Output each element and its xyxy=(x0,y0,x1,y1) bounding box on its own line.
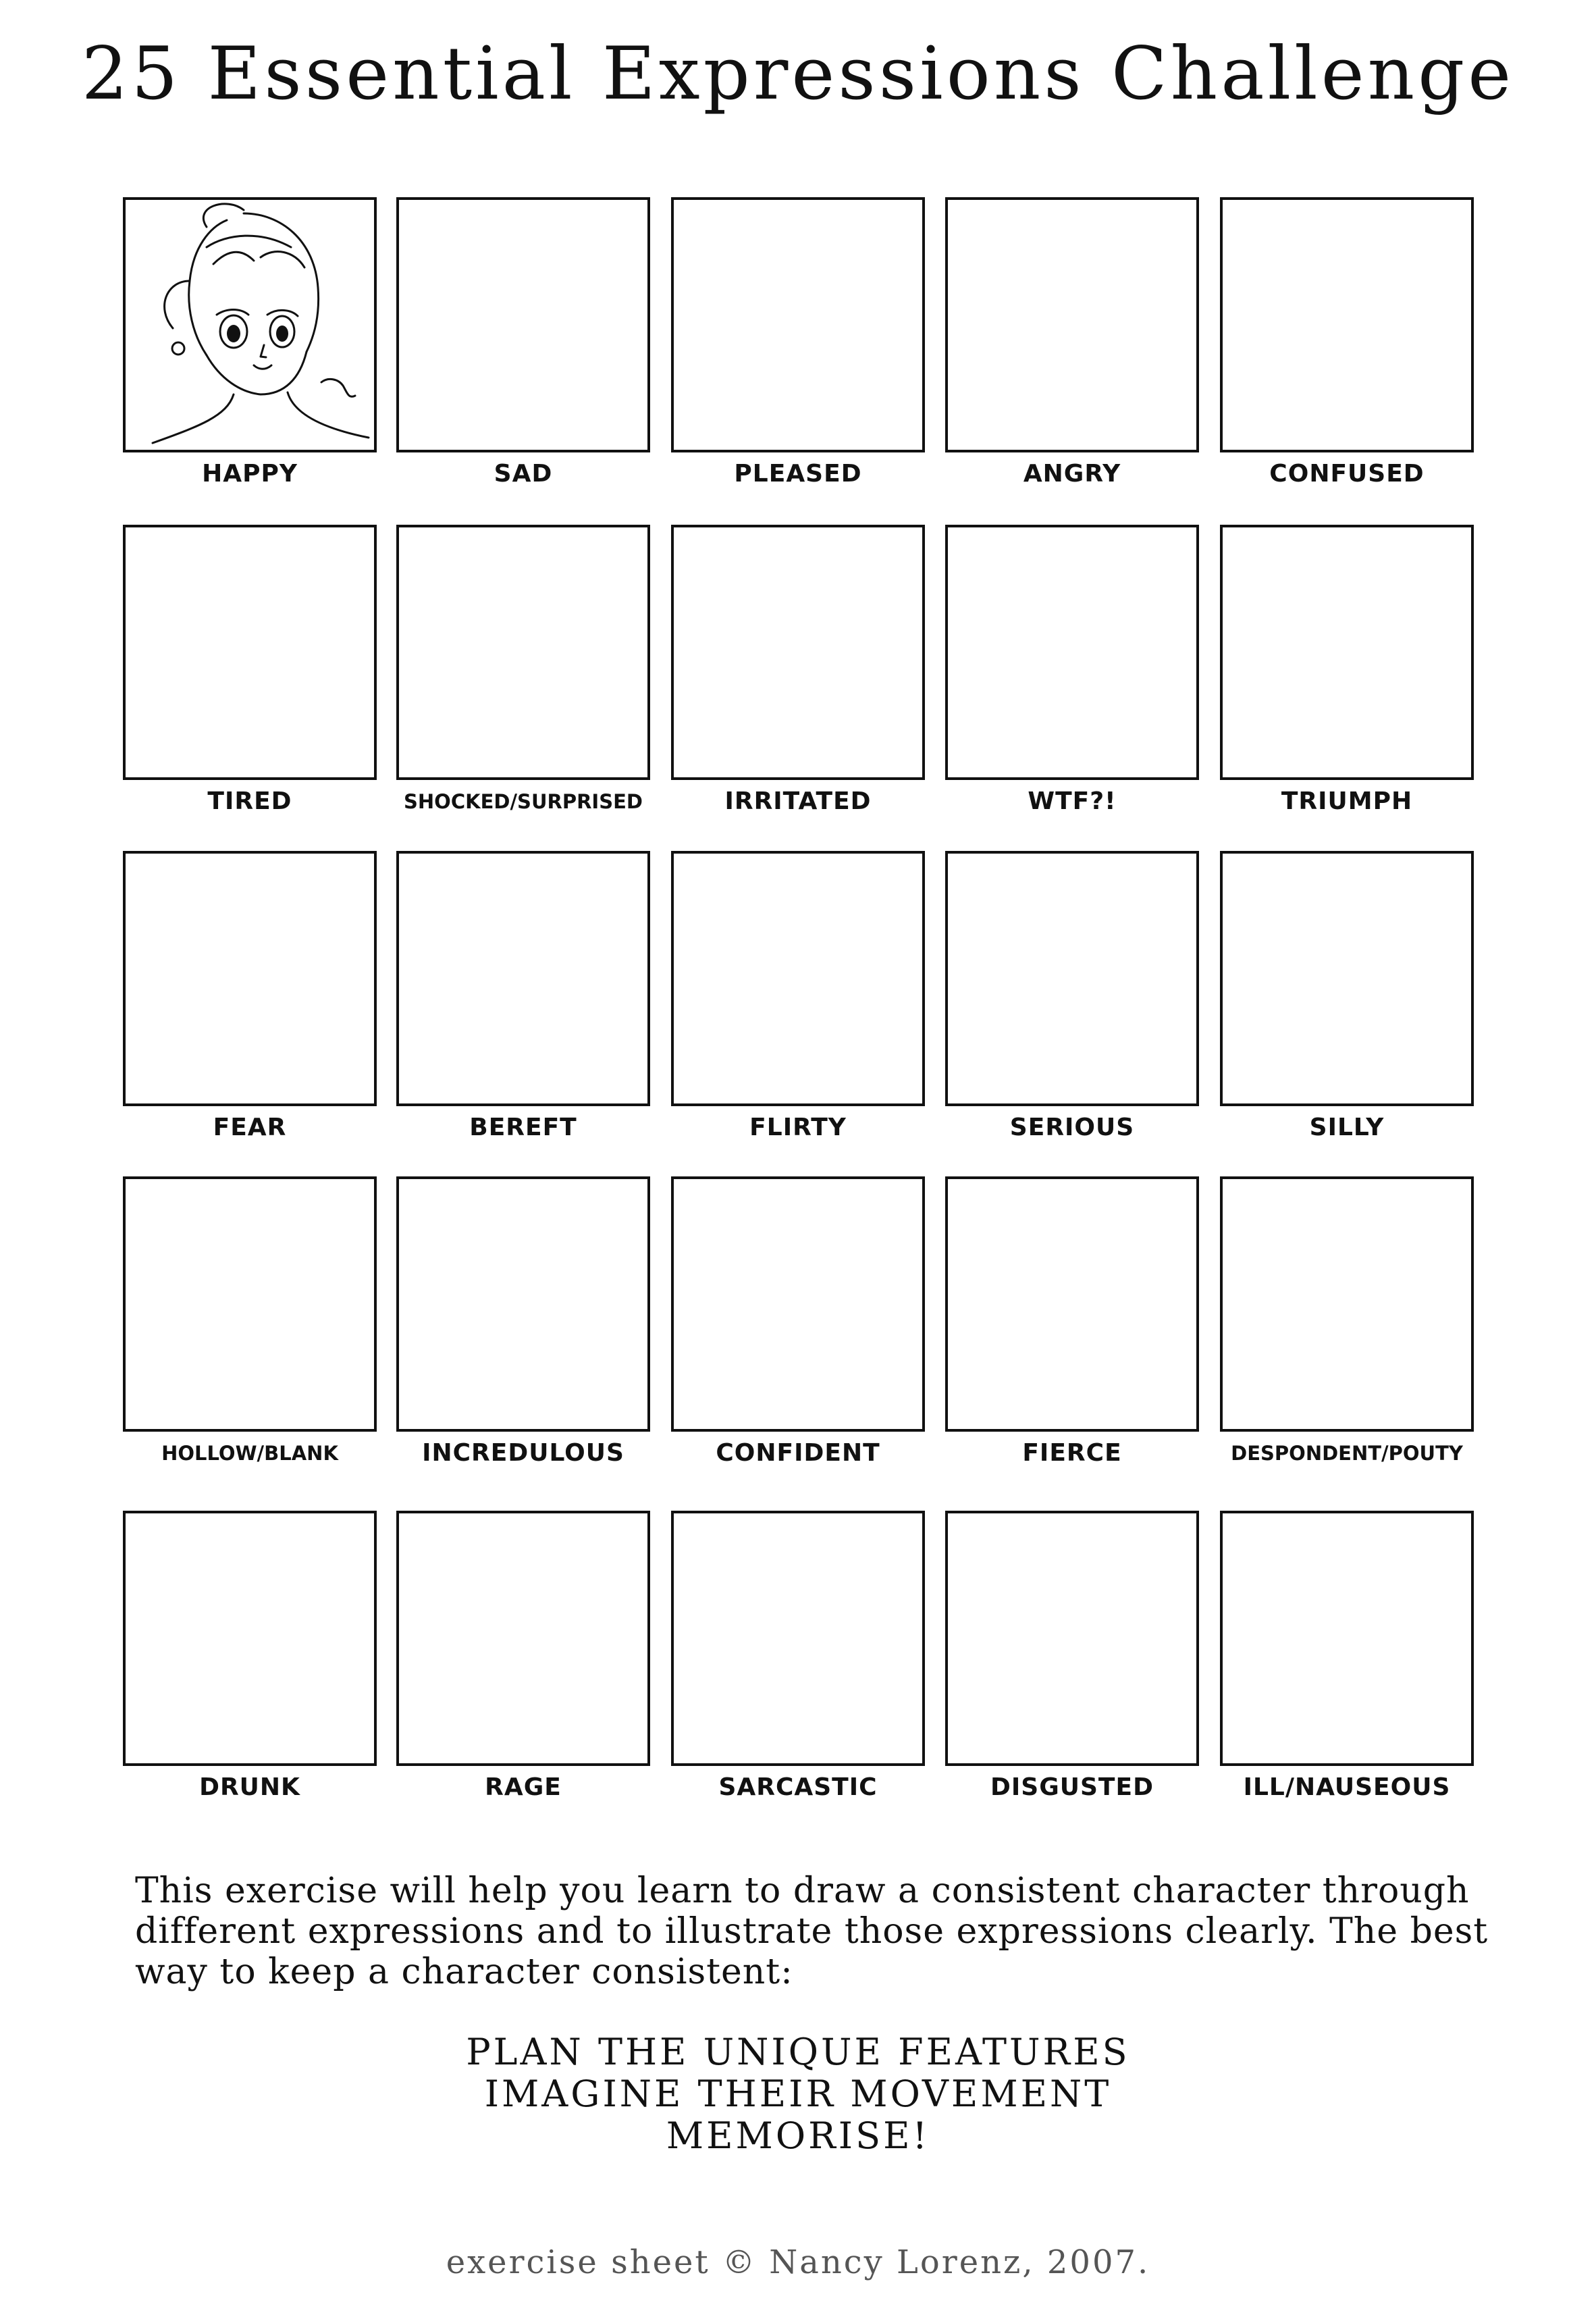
expression-cell xyxy=(671,1176,922,1498)
expression-label: INCREDULOUS xyxy=(422,1439,624,1467)
expression-cell xyxy=(123,1511,374,1832)
expression-label: DISGUSTED xyxy=(990,1773,1154,1801)
expression-cell xyxy=(396,1176,647,1498)
drawing-frame xyxy=(945,851,1199,1106)
expression-label: FIERCE xyxy=(1022,1439,1122,1467)
expression-cell xyxy=(123,1176,374,1498)
expression-cell xyxy=(396,1511,647,1832)
expression-label: ILL/NAUSEOUS xyxy=(1243,1773,1451,1801)
expression-cell xyxy=(945,851,1196,1172)
expression-label: FEAR xyxy=(213,1114,287,1141)
expression-cell xyxy=(671,197,922,519)
expression-label: SHOCKED/SURPRISED xyxy=(404,790,643,813)
expression-label: SILLY xyxy=(1309,1114,1385,1141)
expression-label: DRUNK xyxy=(199,1773,300,1801)
expression-cell xyxy=(945,525,1196,846)
drawing-frame xyxy=(945,525,1199,780)
expression-label: WTF?! xyxy=(1028,787,1117,815)
expression-cell xyxy=(1220,197,1471,519)
drawing-frame xyxy=(396,1176,650,1432)
drawing-frame xyxy=(671,851,925,1106)
expression-label: TIRED xyxy=(207,787,292,815)
drawing-frame xyxy=(1220,851,1474,1106)
tips-list xyxy=(0,2031,1596,2157)
expression-label: CONFIDENT xyxy=(716,1439,880,1467)
intro-paragraph: This exercise will help you learn to draw a consistent character through different expressions and to illustrate those expressions clearly. The best way to keep a character consistent: xyxy=(135,1871,1489,1992)
expression-cell xyxy=(671,1511,922,1832)
expression-label: SERIOUS xyxy=(1009,1114,1135,1141)
expression-label: BEREFT xyxy=(469,1114,577,1141)
expression-label: ANGRY xyxy=(1023,460,1121,488)
expression-label: SARCASTIC xyxy=(718,1773,878,1801)
drawing-frame xyxy=(945,1511,1199,1766)
expression-cell xyxy=(945,1176,1196,1498)
tip-item: MEMORISE! xyxy=(666,2114,930,2157)
drawing-frame xyxy=(396,851,650,1106)
drawing-frame xyxy=(1220,197,1474,452)
expression-label: RAGE xyxy=(485,1773,562,1801)
page-title: 25 Essential Expressions Challenge xyxy=(81,32,1515,116)
expression-cell xyxy=(671,525,922,846)
drawing-frame xyxy=(123,525,377,780)
drawing-frame xyxy=(945,1176,1199,1432)
drawing-frame xyxy=(123,1511,377,1766)
drawing-frame xyxy=(671,1176,925,1432)
expression-cell xyxy=(671,851,922,1172)
expression-cell xyxy=(396,525,647,846)
drawing-frame xyxy=(1220,1176,1474,1432)
expression-cell xyxy=(123,525,374,846)
copyright-footer: exercise sheet © Nancy Lorenz, 2007. xyxy=(446,2243,1150,2281)
expression-label: DESPONDENT/POUTY xyxy=(1231,1442,1463,1465)
expression-grid xyxy=(123,197,1474,1838)
tip-item: PLAN THE UNIQUE FEATURES xyxy=(466,2031,1130,2073)
expression-label: CONFUSED xyxy=(1269,460,1425,488)
expression-cell xyxy=(396,197,647,519)
expression-cell xyxy=(1220,1511,1471,1832)
expression-label: HAPPY xyxy=(202,460,298,488)
character-sketch-icon xyxy=(126,200,374,450)
expression-cell xyxy=(1220,1176,1471,1498)
drawing-frame xyxy=(396,525,650,780)
drawing-frame xyxy=(123,197,377,452)
drawing-frame xyxy=(945,197,1199,452)
drawing-frame xyxy=(396,1511,650,1766)
drawing-frame xyxy=(123,1176,377,1432)
drawing-frame xyxy=(396,197,650,452)
drawing-frame xyxy=(123,851,377,1106)
expression-cell xyxy=(945,1511,1196,1832)
expression-cell xyxy=(945,197,1196,519)
expression-cell xyxy=(123,197,374,519)
expression-label: PLEASED xyxy=(734,460,862,488)
expression-label: IRRITATED xyxy=(724,787,872,815)
tip-item: IMAGINE THEIR MOVEMENT xyxy=(484,2073,1112,2115)
expression-cell xyxy=(1220,851,1471,1172)
expression-label: SAD xyxy=(494,460,553,488)
drawing-frame xyxy=(671,1511,925,1766)
expression-cell xyxy=(123,851,374,1172)
drawing-frame xyxy=(671,525,925,780)
expression-cell xyxy=(1220,525,1471,846)
expression-label: TRIUMPH xyxy=(1281,787,1413,815)
drawing-frame xyxy=(1220,525,1474,780)
drawing-frame xyxy=(671,197,925,452)
expression-cell xyxy=(396,851,647,1172)
expression-label: FLIRTY xyxy=(749,1114,847,1141)
drawing-frame xyxy=(1220,1511,1474,1766)
expression-label: HOLLOW/BLANK xyxy=(161,1442,338,1465)
